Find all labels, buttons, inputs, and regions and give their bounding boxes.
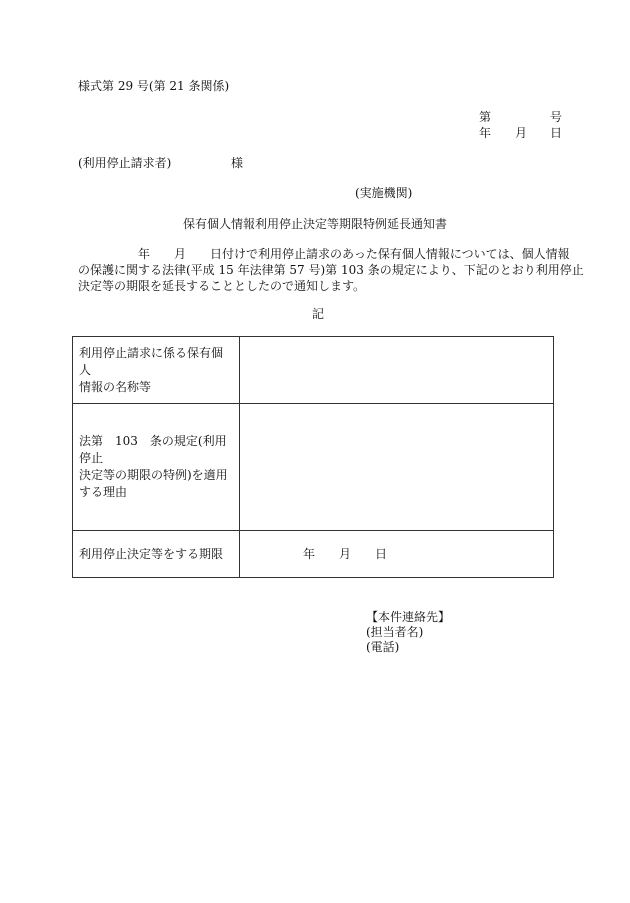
row-value-reason [240, 404, 554, 531]
row-value-information-name [240, 337, 554, 404]
table-row [73, 404, 554, 531]
addressee-label: (利用停止請求者) [78, 156, 172, 170]
row-label-line: 決定等の期限の特例)を適用 [79, 468, 228, 482]
table-row [73, 337, 554, 404]
deadline-date [246, 546, 547, 563]
document-title: 保有個人情報利用停止決定等期限特例延長通知書 [182, 217, 447, 231]
deadline-year: 年 [303, 546, 316, 561]
row-label-line: 情報の名称等 [79, 379, 152, 394]
row-value-deadline [240, 531, 554, 578]
notice-body-line: 年 月 日付けで利用停止請求のあった保有個人情報については、個人情報 [78, 247, 570, 261]
reference-number-suffix: 号 [550, 110, 563, 124]
contact-heading: 【本件連絡先】 [366, 610, 451, 624]
table-row [73, 531, 554, 578]
contact-block [366, 610, 450, 655]
issue-date [479, 126, 562, 141]
deadline-month: 月 [339, 546, 352, 561]
row-label-reason [73, 404, 240, 531]
details-table [72, 336, 554, 578]
contact-person: (担当者名) [366, 625, 424, 639]
notice-body-line: の保護に関する法律(平成 15 年法律第 57 号)第 103 条の規定により、下記のとおり利用停止 [78, 263, 584, 277]
row-label-line: 利用停止請求に係る保有個人 [79, 345, 224, 377]
issue-date-year: 年 [479, 126, 492, 140]
notice-body [78, 246, 584, 294]
notice-body-line: 決定等の期限を延長することとしたので通知します。 [78, 279, 366, 293]
deadline-day: 日 [375, 546, 388, 561]
issue-date-month: 月 [515, 126, 528, 140]
contact-phone: (電話) [366, 640, 400, 654]
row-label-deadline: 利用停止決定等をする期限 [73, 531, 240, 578]
issue-date-day: 日 [550, 126, 563, 140]
ki-heading: 記 [312, 307, 325, 321]
issuing-agency: (実施機関) [355, 186, 413, 200]
row-label-line: する理由 [79, 485, 128, 499]
addressee-honorific: 様 [231, 156, 244, 170]
row-label-information-name [73, 337, 240, 404]
row-label-line: 法第 103 条の規定(利用停止 [79, 434, 227, 465]
reference-number-label: 第 [479, 110, 492, 124]
form-number: 様式第 29 号(第 21 条関係) [78, 79, 230, 93]
